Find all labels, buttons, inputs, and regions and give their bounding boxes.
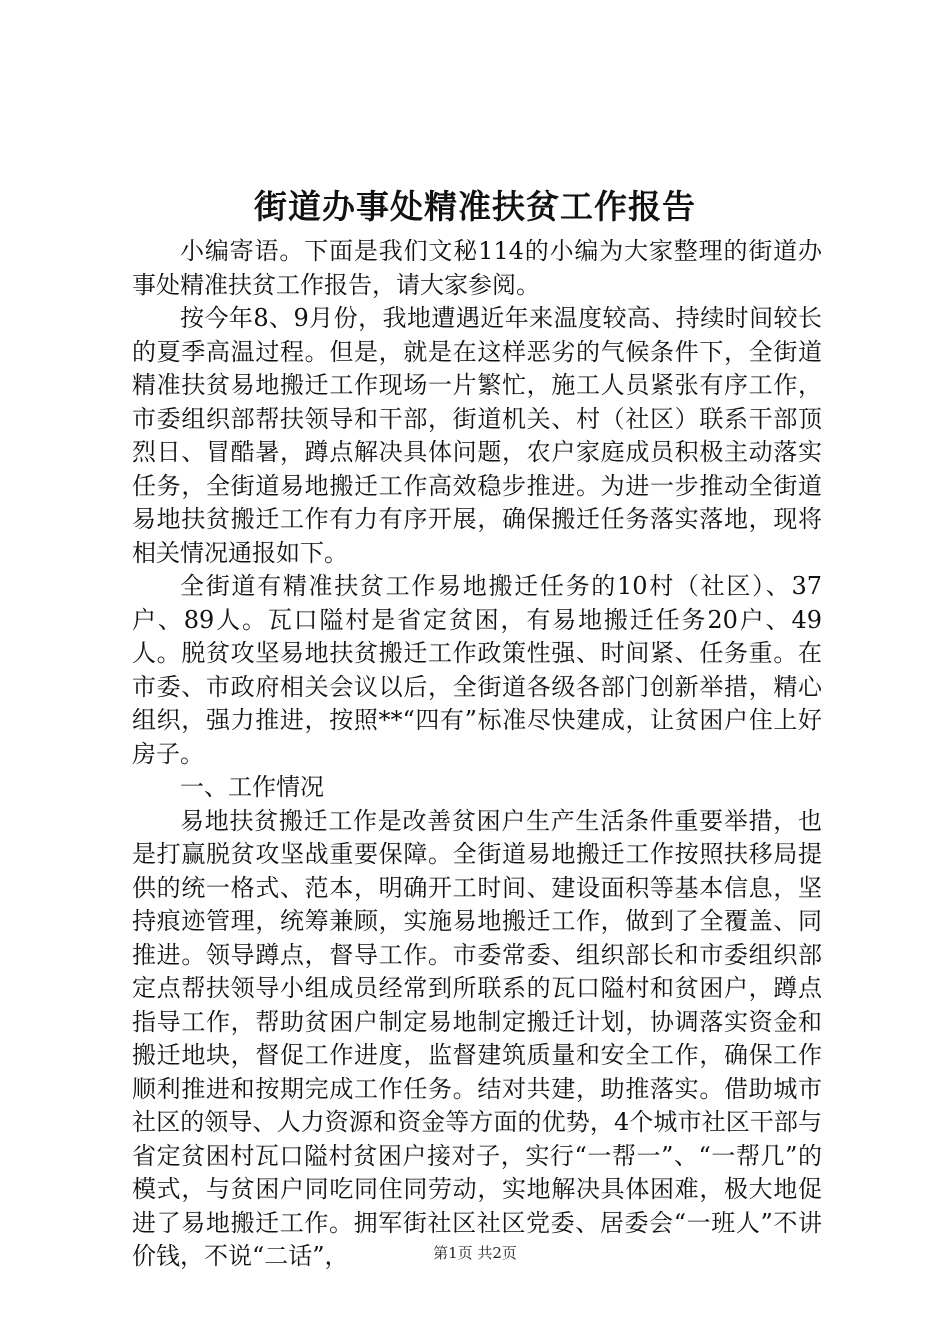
paragraph-work-details: 易地扶贫搬迁工作是改善贫困户生产生活条件重要举措，也是打赢脱贫攻坚战重要保障。全街道易地搬迁工作按照扶移局提供的统一格式、范本，明确开工时间、建设面积等基本信息，坚持痕迹管理，统筹兼顾，实施易地搬迁工作，做到了全覆盖、同推进。领导蹲点，督导工作。市委常委、组织部长和市委组织部定点帮扶领导小组成员经常到所联系的瓦口隘村和贫困户，蹲点指导工作，帮助贫困户制定易地制定搬迁计划，协调落实资金和搬迁地块，督促工作进度，监督建筑质量和安全工作，确保工作顺利推进和按期完成工作任务。结对共建，助推落实。借助城市社区的领导、人力资源和资金等方面的优势，4个城市社区干部与省定贫困村瓦口隘村贫困户接对子，实行“一帮一”、“一帮几”的模式，与贫困户同吃同住同劳动，实地解决具体困难，极大地促进了易地搬迁工作。拥军街社区社区党委、居委会“一班人”不讲价钱，不说“二话”， bbox=[132, 806, 822, 1270]
section-heading-work-status: 一、工作情况 bbox=[180, 773, 324, 801]
page-number-footer: 第1页 共2页 bbox=[433, 1244, 517, 1262]
paragraph-intro: 小编寄语。下面是我们文秘114的小编为大家整理的街道办事处精准扶贫工作报告，请大家参阅。 bbox=[132, 237, 822, 299]
paragraph-background: 按今年8、9月份，我地遭遇近年来温度较高、持续时间较长的夏季高温过程。但是，就是在这样恶劣的气候条件下，全街道精准扶贫易地搬迁工作现场一片繁忙，施工人员紧张有序工作，市委组织部帮扶领导和干部，街道机关、村（社区）联系干部顶烈日、冒酷暑，蹲点解决具体问题，农户家庭成员积极主动落实任务，全街道易地搬迁工作高效稳步推进。为进一步推动全街道易地扶贫搬迁工作有力有序开展，确保搬迁任务落实落地，现将相关情况通报如下。 bbox=[132, 304, 822, 567]
document-title: 街道办事处精准扶贫工作报告 bbox=[254, 187, 696, 226]
paragraph-overview: 全街道有精准扶贫工作易地搬迁任务的10村（社区）、37户、89人。瓦口隘村是省定贫困，有易地搬迁任务20户、49人。脱贫攻坚易地扶贫搬迁工作政策性强、时间紧、任务重。在市委、市政府相关会议以后，全街道各级各部门创新举措，精心组织，强力推进，按照**“四有”标准尽快建成，让贫困户住上好房子。 bbox=[132, 572, 822, 768]
document-body bbox=[132, 235, 822, 1274]
